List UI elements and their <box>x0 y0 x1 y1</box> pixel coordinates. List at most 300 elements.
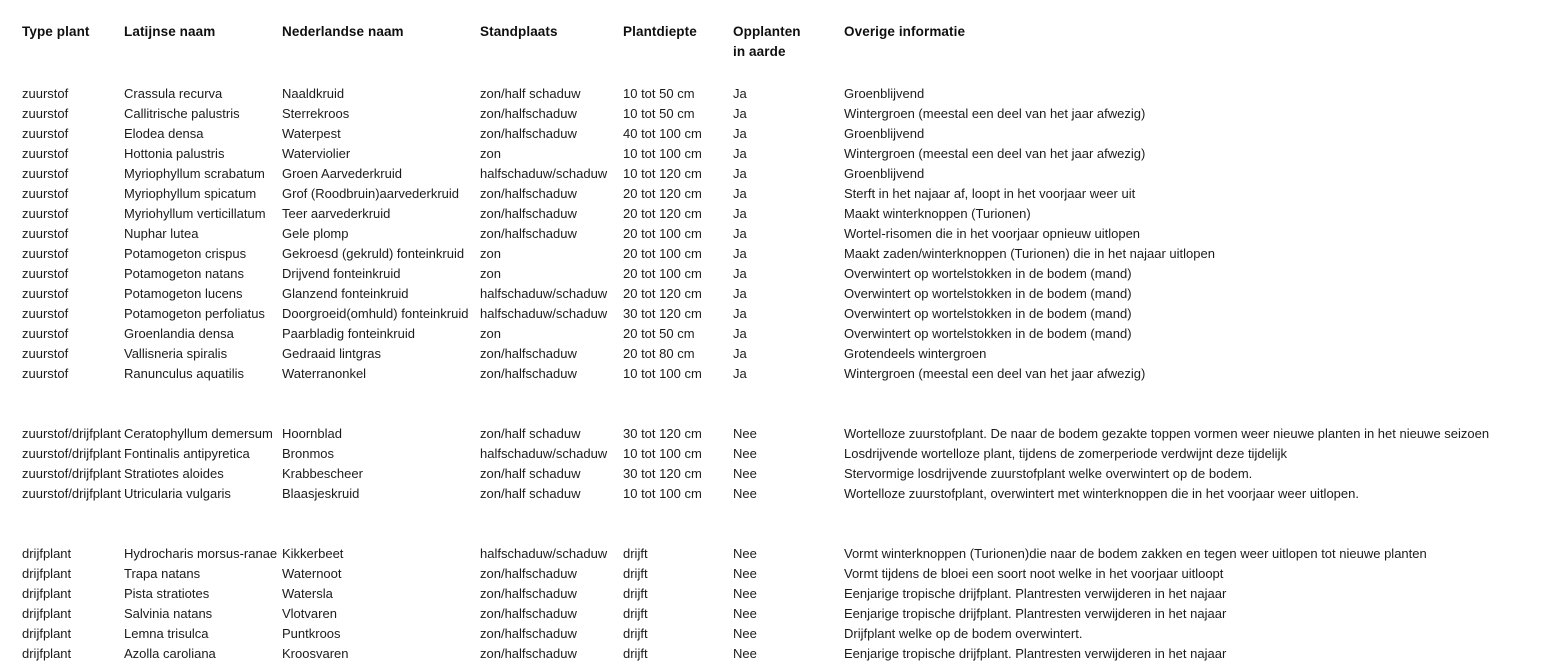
cell-overige-informatie <box>844 344 1551 364</box>
cell-plantdiepte <box>623 164 733 184</box>
cell-opplanten-in-aarde <box>733 164 844 184</box>
cell-nederlandse-naam-text: Drijvend fonteinkruid <box>282 266 401 281</box>
cell-opplanten-in-aarde <box>733 424 844 444</box>
cell-opplanten-in-aarde-text: Ja <box>733 166 747 181</box>
cell-overige-informatie <box>844 284 1551 304</box>
cell-standplaats <box>480 184 623 204</box>
cell-nederlandse-naam <box>281 544 480 564</box>
cell-plantdiepte <box>623 644 733 664</box>
cell-nederlandse-naam-text: Kroosvaren <box>282 646 349 661</box>
cell-type-plant <box>0 564 112 584</box>
cell-standplaats-text: zon/halfschaduw <box>480 206 577 221</box>
cell-standplaats-text: zon <box>480 266 501 281</box>
cell-type-plant-text: zuurstof <box>22 346 69 361</box>
cell-plantdiepte-text: 40 tot 100 cm <box>623 126 702 141</box>
cell-opplanten-in-aarde <box>733 604 844 624</box>
cell-type-plant <box>0 344 112 364</box>
cell-latijnse-naam-text: Salvinia natans <box>124 606 213 621</box>
table-row[interactable] <box>0 84 1551 104</box>
cell-type-plant <box>0 84 112 104</box>
cell-standplaats-text: zon/half schaduw <box>480 86 581 101</box>
cell-latijnse-naam-text: Elodea densa <box>124 126 204 141</box>
table-row[interactable] <box>0 224 1551 244</box>
cell-plantdiepte-text: 20 tot 120 cm <box>623 206 702 221</box>
table-row[interactable] <box>0 304 1551 324</box>
cell-standplaats <box>480 264 623 284</box>
cell-type-plant-text: zuurstof/drijfplant <box>22 466 121 481</box>
table-row[interactable] <box>0 344 1551 364</box>
table-row[interactable] <box>0 364 1551 384</box>
cell-latijnse-naam <box>112 324 281 344</box>
cell-latijnse-naam <box>112 164 281 184</box>
cell-opplanten-in-aarde-text: Ja <box>733 126 747 141</box>
cell-overige-informatie-text: Stervormige losdrijvende zuurstofplant welke overwintert op de bodem. <box>844 466 1253 481</box>
cell-standplaats <box>480 584 623 604</box>
cell-opplanten-in-aarde-text: Nee <box>733 566 757 581</box>
cell-latijnse-naam <box>112 624 281 644</box>
cell-plantdiepte <box>623 284 733 304</box>
cell-opplanten-in-aarde-text: Ja <box>733 186 747 201</box>
column-header-overige-informatie <box>844 0 1551 62</box>
cell-overige-informatie-text: Vormt winterknoppen (Turionen)die naar de bodem zakken en tegen weer uitlopen tot nieuwe planten <box>844 546 1427 561</box>
cell-standplaats <box>480 204 623 224</box>
cell-opplanten-in-aarde <box>733 644 844 664</box>
cell-standplaats <box>480 644 623 664</box>
cell-type-plant <box>0 184 112 204</box>
cell-nederlandse-naam-text: Waterviolier <box>282 146 351 161</box>
cell-type-plant-text: zuurstof <box>22 226 69 241</box>
cell-standplaats-text: halfschaduw/schaduw <box>480 166 608 181</box>
cell-latijnse-naam-text: Myriohyllum verticillatum <box>124 206 266 221</box>
column-header-standplaats <box>480 0 623 62</box>
cell-nederlandse-naam-text: Grof (Roodbruin)aarvederkruid <box>282 186 460 201</box>
cell-standplaats-text: zon/halfschaduw <box>480 346 577 361</box>
spacer-cell <box>0 504 1551 544</box>
cell-plantdiepte-text: drijft <box>623 606 648 621</box>
cell-type-plant-text: zuurstof <box>22 306 69 321</box>
cell-overige-informatie <box>844 604 1551 624</box>
cell-plantdiepte <box>623 84 733 104</box>
table-row[interactable] <box>0 204 1551 224</box>
cell-latijnse-naam <box>112 224 281 244</box>
cell-overige-informatie-text: Losdrijvende wortelloze plant, tijdens de zomerperiode verdwijnt deze tijdelijk <box>844 446 1287 461</box>
cell-opplanten-in-aarde <box>733 484 844 504</box>
cell-opplanten-in-aarde <box>733 224 844 244</box>
cell-plantdiepte-text: 20 tot 80 cm <box>623 346 695 361</box>
cell-nederlandse-naam-text: Krabbescheer <box>282 466 363 481</box>
cell-standplaats-text: zon/halfschaduw <box>480 646 577 661</box>
cell-plantdiepte-text: drijft <box>623 586 648 601</box>
cell-latijnse-naam-text: Trapa natans <box>124 566 201 581</box>
table-row[interactable] <box>0 124 1551 144</box>
cell-opplanten-in-aarde-text: Ja <box>733 326 747 341</box>
cell-plantdiepte <box>623 184 733 204</box>
cell-latijnse-naam <box>112 424 281 444</box>
cell-nederlandse-naam <box>281 104 480 124</box>
cell-latijnse-naam-text: Myriophyllum scrabatum <box>124 166 265 181</box>
cell-nederlandse-naam-text: Blaasjeskruid <box>282 486 360 501</box>
cell-plantdiepte-text: drijft <box>623 646 648 661</box>
cell-plantdiepte-text: 20 tot 120 cm <box>623 186 702 201</box>
cell-plantdiepte <box>623 104 733 124</box>
cell-nederlandse-naam-text: Waternoot <box>282 566 342 581</box>
cell-nederlandse-naam <box>281 424 480 444</box>
cell-overige-informatie <box>844 144 1551 164</box>
cell-plantdiepte <box>623 224 733 244</box>
cell-type-plant-text: zuurstof <box>22 166 69 181</box>
group-spacer-row <box>0 384 1551 424</box>
cell-type-plant <box>0 284 112 304</box>
cell-standplaats <box>480 304 623 324</box>
table-row[interactable] <box>0 244 1551 264</box>
cell-latijnse-naam-text: Pista stratiotes <box>124 586 210 601</box>
cell-nederlandse-naam-text: Teer aarvederkruid <box>282 206 391 221</box>
cell-opplanten-in-aarde <box>733 624 844 644</box>
cell-type-plant-text: zuurstof <box>22 286 69 301</box>
cell-plantdiepte-text: 30 tot 120 cm <box>623 466 702 481</box>
table-row[interactable] <box>0 284 1551 304</box>
cell-overige-informatie-text: Vormt tijdens de bloei een soort noot welke in het voorjaar uitloopt <box>844 566 1224 581</box>
cell-opplanten-in-aarde-text: Nee <box>733 446 757 461</box>
cell-latijnse-naam <box>112 464 281 484</box>
cell-overige-informatie-text: Groenblijvend <box>844 166 925 181</box>
cell-opplanten-in-aarde-text: Nee <box>733 486 757 501</box>
column-header-nederlandse-naam-label: Nederlandse naam <box>282 24 404 39</box>
cell-type-plant-text: zuurstof <box>22 106 69 121</box>
cell-plantdiepte <box>623 484 733 504</box>
cell-plantdiepte-text: 10 tot 50 cm <box>623 106 695 121</box>
cell-nederlandse-naam-text: Waterpest <box>282 126 341 141</box>
cell-type-plant <box>0 124 112 144</box>
cell-type-plant-text: zuurstof <box>22 86 69 101</box>
cell-type-plant <box>0 324 112 344</box>
cell-overige-informatie <box>844 244 1551 264</box>
cell-standplaats-text: zon/halfschaduw <box>480 226 577 241</box>
cell-opplanten-in-aarde <box>733 244 844 264</box>
cell-type-plant <box>0 644 112 664</box>
cell-nederlandse-naam-text: Puntkroos <box>282 626 341 641</box>
cell-nederlandse-naam <box>281 184 480 204</box>
cell-overige-informatie <box>844 304 1551 324</box>
cell-opplanten-in-aarde <box>733 144 844 164</box>
cell-plantdiepte-text: 20 tot 100 cm <box>623 226 702 241</box>
cell-standplaats-text: zon/half schaduw <box>480 426 581 441</box>
cell-nederlandse-naam <box>281 224 480 244</box>
cell-nederlandse-naam <box>281 364 480 384</box>
cell-overige-informatie <box>844 644 1551 664</box>
cell-nederlandse-naam-text: Naaldkruid <box>282 86 345 101</box>
cell-plantdiepte <box>623 584 733 604</box>
cell-standplaats-text: zon <box>480 146 501 161</box>
cell-nederlandse-naam <box>281 244 480 264</box>
cell-opplanten-in-aarde <box>733 124 844 144</box>
cell-overige-informatie-text: Grotendeels wintergroen <box>844 346 987 361</box>
cell-standplaats-text: zon/halfschaduw <box>480 186 577 201</box>
cell-standplaats <box>480 324 623 344</box>
cell-standplaats <box>480 224 623 244</box>
cell-latijnse-naam <box>112 344 281 364</box>
table-row[interactable] <box>0 184 1551 204</box>
cell-type-plant <box>0 244 112 264</box>
cell-overige-informatie-text: Sterft in het najaar af, loopt in het voorjaar weer uit <box>844 186 1136 201</box>
cell-latijnse-naam <box>112 144 281 164</box>
column-header-nederlandse-naam <box>281 0 480 62</box>
cell-plantdiepte <box>623 144 733 164</box>
cell-overige-informatie-text: Eenjarige tropische drijfplant. Plantresten verwijderen in het najaar <box>844 586 1227 601</box>
table-row[interactable] <box>0 324 1551 344</box>
table-row[interactable] <box>0 604 1551 624</box>
cell-opplanten-in-aarde-text: Ja <box>733 86 747 101</box>
cell-latijnse-naam <box>112 244 281 264</box>
cell-nederlandse-naam-text: Hoornblad <box>282 426 342 441</box>
cell-latijnse-naam <box>112 184 281 204</box>
cell-nederlandse-naam-text: Paarbladig fonteinkruid <box>282 326 415 341</box>
cell-latijnse-naam-text: Potamogeton natans <box>124 266 244 281</box>
cell-nederlandse-naam-text: Doorgroeid(omhuld) fonteinkruid <box>282 306 469 321</box>
table-row[interactable] <box>0 164 1551 184</box>
cell-overige-informatie-text: Eenjarige tropische drijfplant. Plantresten verwijderen in het najaar <box>844 606 1227 621</box>
cell-nederlandse-naam <box>281 284 480 304</box>
cell-overige-informatie-text: Drijfplant welke op de bodem overwintert. <box>844 626 1083 641</box>
cell-opplanten-in-aarde-text: Nee <box>733 626 757 641</box>
cell-latijnse-naam <box>112 544 281 564</box>
cell-latijnse-naam-text: Hottonia palustris <box>124 146 225 161</box>
cell-opplanten-in-aarde-text: Ja <box>733 346 747 361</box>
cell-latijnse-naam <box>112 204 281 224</box>
cell-plantdiepte-text: 10 tot 100 cm <box>623 446 702 461</box>
cell-plantdiepte-text: 10 tot 120 cm <box>623 166 702 181</box>
cell-nederlandse-naam <box>281 344 480 364</box>
column-header-opplanten-in-aarde <box>733 0 844 62</box>
cell-latijnse-naam-text: Vallisneria spiralis <box>124 346 228 361</box>
cell-plantdiepte-text: 20 tot 100 cm <box>623 246 702 261</box>
cell-latijnse-naam <box>112 104 281 124</box>
cell-nederlandse-naam <box>281 584 480 604</box>
cell-type-plant <box>0 304 112 324</box>
table-row[interactable] <box>0 464 1551 484</box>
cell-overige-informatie-text: Wortelloze zuurstofplant. De naar de bodem gezakte toppen vormen weer nieuwe planten in het nieuwe seizoen <box>844 426 1490 441</box>
cell-plantdiepte <box>623 304 733 324</box>
cell-type-plant-text: drijfplant <box>22 586 72 601</box>
cell-overige-informatie <box>844 544 1551 564</box>
cell-standplaats-text: zon/halfschaduw <box>480 126 577 141</box>
cell-standplaats <box>480 144 623 164</box>
cell-latijnse-naam-text: Potamogeton lucens <box>124 286 243 301</box>
column-header-plantdiepte <box>623 0 733 62</box>
cell-overige-informatie <box>844 264 1551 284</box>
cell-standplaats <box>480 284 623 304</box>
cell-type-plant-text: zuurstof <box>22 366 69 381</box>
cell-opplanten-in-aarde-text: Ja <box>733 286 747 301</box>
cell-overige-informatie <box>844 84 1551 104</box>
table-row[interactable] <box>0 144 1551 164</box>
cell-opplanten-in-aarde <box>733 264 844 284</box>
cell-opplanten-in-aarde <box>733 184 844 204</box>
cell-opplanten-in-aarde-text: Ja <box>733 366 747 381</box>
cell-plantdiepte-text: 30 tot 120 cm <box>623 426 702 441</box>
cell-nederlandse-naam <box>281 204 480 224</box>
header-row <box>0 0 1551 62</box>
cell-nederlandse-naam-text: Gele plomp <box>282 226 349 241</box>
cell-nederlandse-naam <box>281 84 480 104</box>
cell-opplanten-in-aarde-text: Nee <box>733 426 757 441</box>
cell-latijnse-naam <box>112 284 281 304</box>
cell-type-plant <box>0 624 112 644</box>
cell-nederlandse-naam <box>281 324 480 344</box>
cell-opplanten-in-aarde <box>733 204 844 224</box>
cell-plantdiepte <box>623 444 733 464</box>
cell-opplanten-in-aarde <box>733 584 844 604</box>
cell-nederlandse-naam <box>281 124 480 144</box>
table-header <box>0 0 1551 62</box>
column-header-type-plant <box>0 0 112 62</box>
column-header-latijnse-naam <box>112 0 281 62</box>
cell-overige-informatie-text: Groenblijvend <box>844 86 925 101</box>
spacer-cell <box>0 62 1551 84</box>
cell-standplaats <box>480 164 623 184</box>
cell-type-plant-text: drijfplant <box>22 606 72 621</box>
cell-latijnse-naam <box>112 124 281 144</box>
header-body-gap <box>0 62 1551 84</box>
cell-type-plant-text: zuurstof/drijfplant <box>22 446 121 461</box>
cell-overige-informatie <box>844 224 1551 244</box>
cell-opplanten-in-aarde <box>733 444 844 464</box>
cell-standplaats <box>480 124 623 144</box>
cell-type-plant-text: drijfplant <box>22 646 72 661</box>
cell-type-plant <box>0 444 121 464</box>
cell-overige-informatie <box>844 324 1551 344</box>
cell-opplanten-in-aarde <box>733 344 844 364</box>
cell-standplaats <box>480 484 623 504</box>
table-row[interactable] <box>0 584 1551 604</box>
cell-latijnse-naam-text: Crassula recurva <box>124 86 223 101</box>
cell-opplanten-in-aarde <box>733 284 844 304</box>
column-header-plantdiepte-label: Plantdiepte <box>623 24 697 39</box>
cell-overige-informatie <box>844 204 1551 224</box>
cell-type-plant-text: drijfplant <box>22 546 72 561</box>
cell-nederlandse-naam-text: Watersla <box>282 586 333 601</box>
cell-plantdiepte <box>623 564 733 584</box>
table-row[interactable] <box>0 644 1551 664</box>
cell-overige-informatie-text: Eenjarige tropische drijfplant. Plantresten verwijderen in het najaar <box>844 646 1227 661</box>
table-row[interactable] <box>0 484 1551 504</box>
cell-plantdiepte-text: drijft <box>623 566 648 581</box>
cell-latijnse-naam <box>112 604 281 624</box>
cell-plantdiepte-text: drijft <box>623 546 648 561</box>
cell-overige-informatie <box>844 484 1551 504</box>
cell-standplaats <box>480 104 623 124</box>
table-row[interactable] <box>0 544 1551 564</box>
cell-type-plant <box>0 164 112 184</box>
cell-plantdiepte-text: 10 tot 50 cm <box>623 86 695 101</box>
cell-opplanten-in-aarde <box>733 564 844 584</box>
cell-type-plant-text: zuurstof <box>22 146 69 161</box>
cell-opplanten-in-aarde-text: Ja <box>733 246 747 261</box>
table-row[interactable] <box>0 104 1551 124</box>
cell-nederlandse-naam <box>281 264 480 284</box>
table-row[interactable] <box>0 264 1551 284</box>
cell-overige-informatie <box>844 184 1551 204</box>
cell-standplaats-text: zon/halfschaduw <box>480 626 577 641</box>
cell-type-plant <box>0 464 121 484</box>
cell-opplanten-in-aarde-text: Nee <box>733 466 757 481</box>
cell-overige-informatie <box>844 564 1551 584</box>
cell-standplaats-text: zon <box>480 326 501 341</box>
cell-latijnse-naam-text: Groenlandia densa <box>124 326 234 341</box>
cell-latijnse-naam-text: Hydrocharis morsus-ranae <box>124 546 278 561</box>
cell-standplaats <box>480 424 623 444</box>
table-row[interactable] <box>0 564 1551 584</box>
cell-standplaats-text: halfschaduw/schaduw <box>480 286 608 301</box>
cell-overige-informatie <box>844 444 1551 464</box>
cell-nederlandse-naam-text: Groen Aarvederkruid <box>282 166 402 181</box>
cell-plantdiepte <box>623 424 733 444</box>
cell-latijnse-naam-text: Potamogeton perfoliatus <box>124 306 265 321</box>
cell-plantdiepte <box>623 464 733 484</box>
cell-nederlandse-naam <box>281 604 480 624</box>
cell-plantdiepte <box>623 124 733 144</box>
cell-latijnse-naam <box>112 484 281 504</box>
cell-standplaats <box>480 344 623 364</box>
cell-standplaats <box>480 604 623 624</box>
table-row[interactable] <box>0 624 1551 644</box>
cell-standplaats-text: halfschaduw/schaduw <box>480 546 608 561</box>
cell-latijnse-naam-text: Utricularia vulgaris <box>124 486 231 501</box>
column-header-latijnse-naam-label: Latijnse naam <box>124 24 216 39</box>
cell-standplaats-text: zon/halfschaduw <box>480 606 577 621</box>
cell-opplanten-in-aarde <box>733 464 844 484</box>
cell-opplanten-in-aarde <box>733 544 844 564</box>
cell-plantdiepte-text: 10 tot 100 cm <box>623 366 702 381</box>
cell-overige-informatie-text: Wintergroen (meestal een deel van het jaar afwezig) <box>844 146 1146 161</box>
cell-nederlandse-naam-text: Gedraaid lintgras <box>282 346 381 361</box>
cell-plantdiepte <box>623 364 733 384</box>
cell-plantdiepte <box>623 264 733 284</box>
cell-standplaats-text: zon/half schaduw <box>480 466 581 481</box>
column-header-overige-informatie-label: Overige informatie <box>844 24 966 39</box>
cell-standplaats-text: zon/halfschaduw <box>480 106 577 121</box>
cell-nederlandse-naam-text: Glanzend fonteinkruid <box>282 286 409 301</box>
cell-opplanten-in-aarde-text: Nee <box>733 586 757 601</box>
cell-nederlandse-naam <box>281 564 480 584</box>
cell-nederlandse-naam <box>281 144 480 164</box>
cell-plantdiepte <box>623 544 733 564</box>
cell-opplanten-in-aarde-text: Ja <box>733 106 747 121</box>
cell-overige-informatie-text: Overwintert op wortelstokken in de bodem (mand) <box>844 326 1132 341</box>
cell-overige-informatie-text: Groenblijvend <box>844 126 925 141</box>
column-header-opplanten-label: Opplanten <box>733 24 801 39</box>
cell-type-plant <box>0 144 112 164</box>
cell-overige-informatie <box>844 364 1551 384</box>
cell-type-plant-text: drijfplant <box>22 566 72 581</box>
cell-opplanten-in-aarde <box>733 364 844 384</box>
cell-latijnse-naam <box>112 304 281 324</box>
cell-opplanten-in-aarde <box>733 104 844 124</box>
cell-overige-informatie-text: Wortelloze zuurstofplant, overwintert met winterknoppen die in het voorjaar weer uitlopen. <box>844 486 1359 501</box>
table-row[interactable] <box>0 444 1551 464</box>
cell-standplaats-text: zon/half schaduw <box>480 486 581 501</box>
cell-plantdiepte <box>623 244 733 264</box>
cell-nederlandse-naam <box>281 484 480 504</box>
cell-overige-informatie-text: Overwintert op wortelstokken in de bodem (mand) <box>844 306 1132 321</box>
cell-latijnse-naam-text: Callitrische palustris <box>124 106 240 121</box>
cell-type-plant <box>0 604 112 624</box>
cell-standplaats-text: zon/halfschaduw <box>480 566 577 581</box>
cell-type-plant-text: zuurstof <box>22 126 69 141</box>
table-row[interactable] <box>0 424 1551 444</box>
cell-overige-informatie <box>844 124 1551 144</box>
cell-overige-informatie-text: Overwintert op wortelstokken in de bodem (mand) <box>844 286 1132 301</box>
